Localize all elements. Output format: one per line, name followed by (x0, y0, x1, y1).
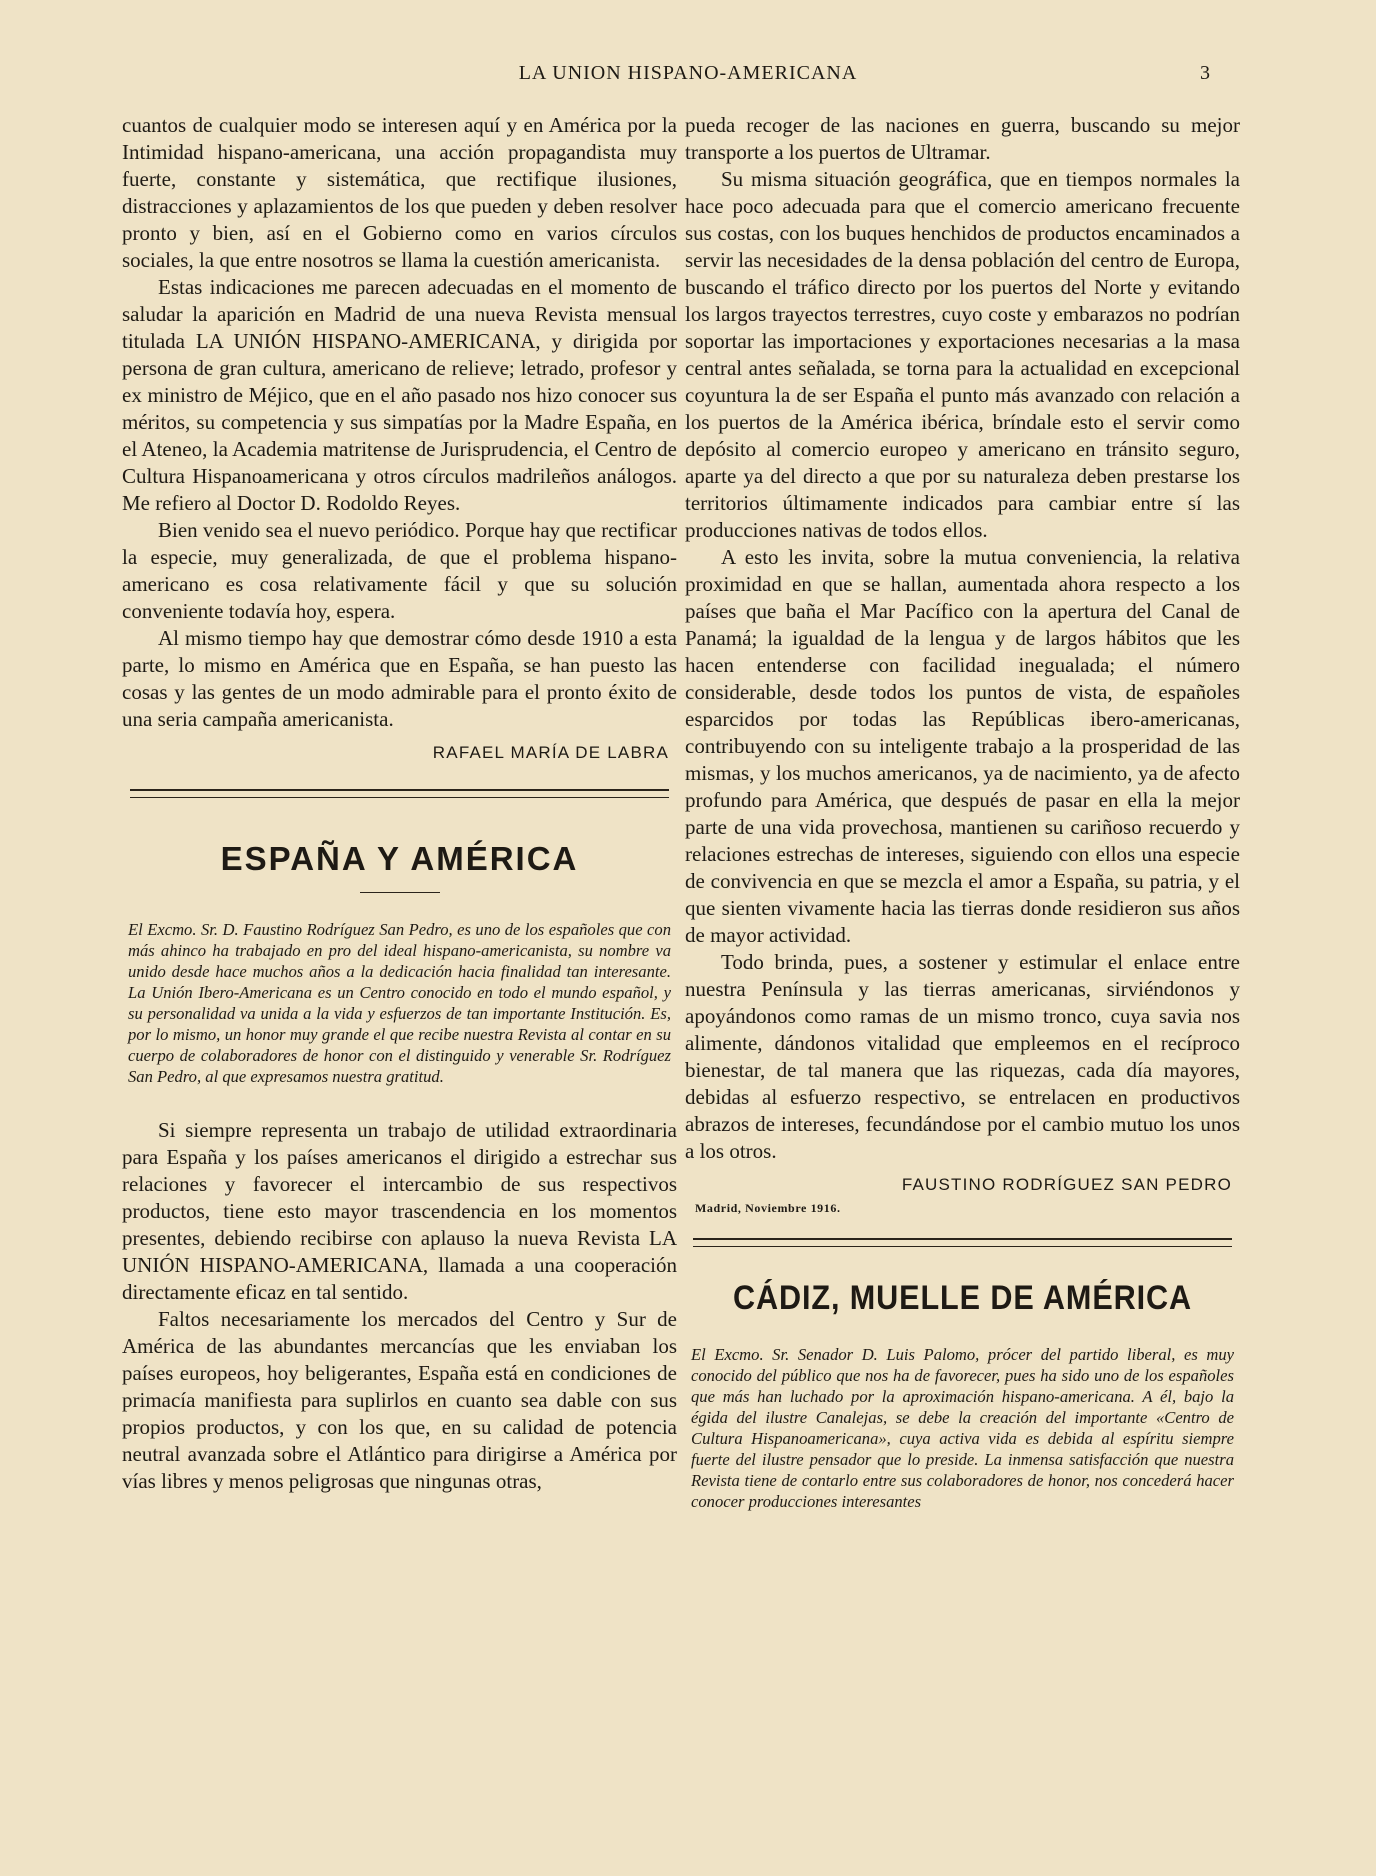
article-paragraph: Si siempre representa un trabajo de utilidad extraordinaria para España y los países americanos el dirigido a estrechar sus relaciones y favorecer el intercambio de sus respectivos productos, tiene esto mayor trascendencia en los momentos presentes, debiendo recibirse con aplauso la nueva Revista LA UNIÓN HISPANO-AMERICANA, llamada a una cooperación directamente eficaz en tal sentido. (122, 1118, 677, 1304)
article-paragraph: Todo brinda, pues, a sostener y estimular el enlace entre nuestra Península y las tierras americanas, sirviéndonos y apoyándonos como ramas de un mismo tronco, cuya savia nos alimente, dándonos vitalidad que empleemos en el recíproco bienestar, de tal manera que las riquezas, cada día mayores, debidas al esfuerzo respectivo, se entrelacen en productivos abrazos de intereses, fecundándose por el cambio mutuo los unos a los otros. (685, 950, 1240, 1163)
article-title: CÁDIZ, MUELLE DE AMÉRICA (732, 1279, 1193, 1317)
article-intro: El Excmo. Sr. Senador D. Luis Palomo, prócer del partido liberal, es muy conocido del público que nos ha de favorecer, pues ha sido uno de los españoles que más han luchado por la aproximación hispano-americana. A él, bajo la égida del ilustre Canalejas, se debe la creación del importante «Centro de Cultura Hispanoamericana», cuya activa vida es debida al espíritu siempre fuerte del ilustre pensador que lo preside. La inmensa satisfacción que nuestra Revista tiene de contarlo entre sus colaboradores de honor, nos concederá hacer conocer producciones interesantes (691, 1345, 1234, 1511)
article-paragraph: Faltos necesariamente los mercados del Centro y Sur de América de las abundantes mercancías que les enviaban los países europeos, hoy beligerantes, España está en condiciones de primacía manifiesta para suplirlos en cuanto sea dable con sus propios productos, y con los que, en su calidad de potencia neutral avanzada sobre el Atlántico para dirigirse a América por vías libres y menos peligrosas que ningunas otras, (122, 1307, 677, 1493)
article-paragraph: Su misma situación geográfica, que en tiempos normales la hace poco adecuada para que el comercio americano frecuente sus costas, con los buques henchidos de productos encaminados a servir las necesidades de la densa población del centro de Europa, buscando el tráfico directo por los puertos del Norte y evitando los largos trayectos terrestres, cuyo coste y embarazos no podrían soportar las importaciones y exportaciones necesarias a la masa central antes señalada, se torna para la actualidad en excepcional coyuntura la de ser España el punto más avanzado con relación a los puertos de la América ibérica, bríndale esto el servir como depósito al comercio europeo y americano en tránsito seguro, aparte ya del directo a que por su naturaleza deben prestarse los territorios últimamente indicados para cambiar entre sí las producciones nativas de todos ellos. (685, 167, 1240, 542)
left-column (122, 112, 677, 1495)
section-divider (130, 789, 669, 798)
running-header-title: LA UNION HISPANO-AMERICANA (518, 62, 858, 84)
dateline: Madrid, Noviembre 1916. (695, 1201, 841, 1215)
section-divider (693, 1238, 1232, 1247)
article-paragraph: cuantos de cualquier modo se interesen aquí y en América por la Intimidad hispano-americana, una acción propagandista muy fuerte, constante y sistemática, que rectifique ilusiones, distracciones y aplazamientos de los que pueden y deben resolver pronto y bien, así en el Gobierno como en varios círculos sociales, la que entre nosotros se llama la cuestión americanista. (122, 113, 677, 272)
article-paragraph: pueda recoger de las naciones en guerra, buscando su mejor transporte a los puertos de Ultramar. (685, 113, 1240, 164)
author-signature: FAUSTINO RODRÍGUEZ SAN PEDRO (901, 1175, 1232, 1194)
article-paragraph: Estas indicaciones me parecen adecuadas en el momento de saludar la aparición en Madrid de una nueva Revista mensual titulada LA UNIÓN HISPANO-AMERICANA, y dirigida por persona de gran cultura, americano de relieve; letrado, profesor y ex ministro de Méjico, que en el año pasado nos hizo conocer sus méritos, su competencia y sus simpatías por la Madre España, en el Ateneo, la Academia matritense de Jurisprudencia, el Centro de Cultura Hispanoamericana y otros círculos madrileños análogos. Me refiero al Doctor D. Rodoldo Reyes. (122, 275, 677, 515)
page-number: 3 (1200, 62, 1210, 84)
article-paragraph: Bien venido sea el nuevo periódico. Porque hay que rectificar la especie, muy generalizada, de que el problema hispano-americano es cosa relativamente fácil y que su solución conveniente todavía hoy, espera. (122, 518, 677, 623)
right-column (685, 112, 1240, 1512)
article-title: ESPAÑA Y AMÉRICA (220, 840, 579, 877)
article-intro: El Excmo. Sr. D. Faustino Rodríguez San Pedro, es uno de los españoles que con más ahinco ha trabajado en pro del ideal hispano-americanista, su nombre va unido desde hace muchos años a la dedicación hacia finalidad tan interesante. La Unión Ibero-Americana es un Centro conocido en todo el mundo español, y su personalidad va unida a la vida y esfuerzos de tan importante Institución. Es, por lo mismo, un honor muy grande el que recibe nuestra Revista al contar en su cuerpo de colaboradores de honor con el distinguido y venerable Sr. Rodríguez San Pedro, al que expresamos nuestra gratitud. (128, 920, 671, 1086)
article-paragraph: Al mismo tiempo hay que demostrar cómo desde 1910 a esta parte, lo mismo en América que en España, se han puesto las cosas y las gentes de un modo admirable para el pronto éxito de una seria campaña americanista. (122, 626, 677, 731)
article-paragraph: A esto les invita, sobre la mutua conveniencia, la relativa proximidad en que se hallan, aumentada ahora respecto a los países que baña el Mar Pacífico con la apertura del Canal de Panamá; la igualdad de la lengua y de largos hábitos que les hacen entenderse con facilidad inegualada; el número considerable, desde todos los puntos de vista, de españoles esparcidos por todas las Repúblicas ibero-americanas, contribuyendo con su inteligente trabajo a la prosperidad de las mismas, y los muchos americanos, ya de nacimiento, ya de afecto profundo para América, que después de pasar en ella la mejor parte de una vida provechosa, mantienen su cariñoso recuerdo y relaciones estrechas de intereses, siguiendo con ellos una especie de convivencia en que se mezcla el amor a España, su patria, y el que sienten vivamente hacia las tierras donde residieron sus años de mayor actividad. (685, 545, 1240, 947)
author-signature: RAFAEL MARÍA DE LABRA (432, 743, 669, 762)
